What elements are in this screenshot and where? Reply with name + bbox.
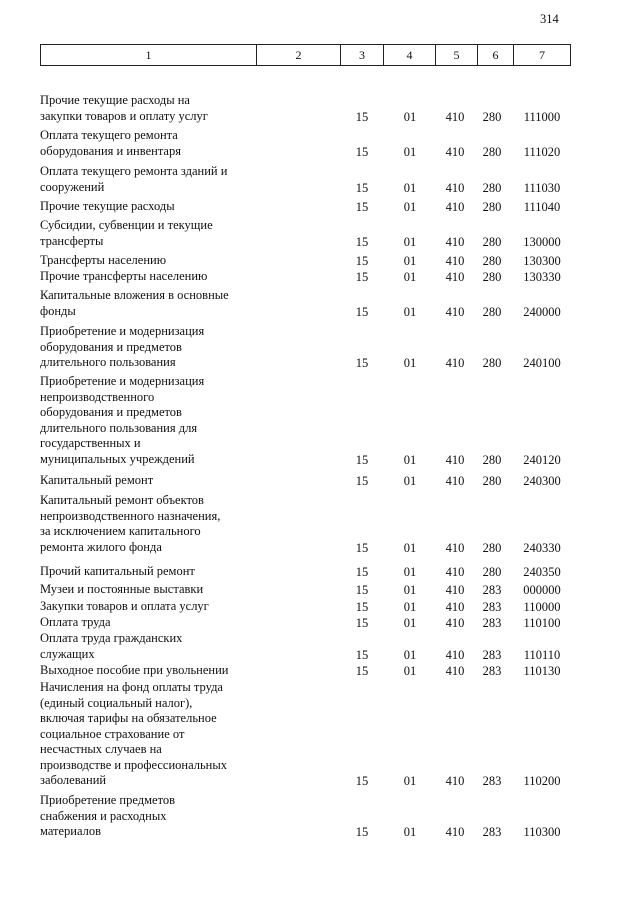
column-header-6: 6 — [478, 45, 514, 66]
row-code-col-5: 410 — [445, 144, 465, 159]
row-code-col-7: 240000 — [523, 304, 561, 319]
row-code-col-6: 283 — [482, 825, 502, 839]
row-code-col-7: 111020 — [523, 144, 561, 159]
row-code-col-5: 410 — [445, 270, 465, 284]
row-code-col-7: 240100 — [523, 356, 561, 370]
row-code-col-5: 410 — [445, 109, 465, 124]
row-code-col-5: 410 — [445, 254, 465, 268]
row-code-col-5: 410 — [445, 540, 465, 555]
row-code-col-4: 01 — [403, 664, 417, 678]
column-header-3: 3 — [341, 45, 384, 66]
row-description: Капитальный ремонт — [40, 473, 154, 487]
row-description: Капитальные вложения в основные фонды — [40, 288, 229, 318]
row-code-col-6: 280 — [482, 565, 502, 579]
row-code-col-6: 280 — [482, 356, 502, 370]
row-code-col-5: 410 — [445, 474, 465, 488]
column-header-1: 1 — [41, 45, 257, 66]
row-code-col-6: 283 — [482, 583, 502, 597]
row-code-col-6: 280 — [482, 304, 502, 319]
row-code-col-4: 01 — [403, 109, 417, 124]
row-code-col-5: 410 — [445, 234, 465, 249]
row-code-col-3: 15 — [355, 616, 369, 630]
row-code-col-7: 111030 — [523, 180, 561, 195]
column-header-4: 4 — [384, 45, 436, 66]
row-code-col-7: 110110 — [523, 647, 561, 662]
row-code-col-6: 280 — [482, 540, 502, 555]
row-code-col-6: 283 — [482, 647, 502, 662]
row-code-col-5: 410 — [445, 565, 465, 579]
row-description: Субсидии, субвенции и текущие трансферты — [40, 218, 213, 248]
row-description: Оплата текущего ремонта оборудования и инвентаря — [40, 128, 181, 158]
row-code-col-7: 240330 — [523, 540, 561, 555]
row-description: Оплата труда — [40, 615, 111, 629]
row-description: Капитальный ремонт объектов непроизводственного назначения, за исключением капитального ремонта жилого фонда — [40, 493, 221, 554]
row-code-col-3: 15 — [355, 664, 369, 678]
row-code-col-3: 15 — [355, 540, 369, 555]
row-code-col-4: 01 — [403, 583, 417, 597]
row-code-col-7: 110130 — [523, 664, 561, 678]
row-description: Выходное пособие при увольнении — [40, 663, 229, 677]
row-description: Прочий капитальный ремонт — [40, 564, 195, 578]
row-code-col-7: 240300 — [523, 474, 561, 488]
row-code-col-5: 410 — [445, 304, 465, 319]
row-code-col-5: 410 — [445, 616, 465, 630]
row-code-col-3: 15 — [355, 774, 369, 788]
row-code-col-4: 01 — [403, 234, 417, 249]
row-code-col-3: 15 — [355, 200, 369, 214]
row-code-col-5: 410 — [445, 664, 465, 678]
row-code-col-7: 240120 — [523, 452, 561, 467]
row-code-col-5: 410 — [445, 583, 465, 597]
row-code-col-7: 130000 — [523, 234, 561, 249]
row-code-col-3: 15 — [355, 304, 369, 319]
row-code-col-4: 01 — [403, 356, 417, 370]
row-code-col-3: 15 — [355, 474, 369, 488]
row-code-col-3: 15 — [355, 452, 369, 467]
row-code-col-4: 01 — [403, 144, 417, 159]
row-code-col-5: 410 — [445, 180, 465, 195]
row-code-col-3: 15 — [355, 600, 369, 614]
row-code-col-6: 280 — [482, 180, 502, 195]
row-code-col-6: 280 — [482, 474, 502, 488]
row-code-col-4: 01 — [403, 774, 417, 788]
row-code-col-5: 410 — [445, 825, 465, 839]
row-code-col-4: 01 — [403, 616, 417, 630]
row-description: Приобретение предметов снабжения и расходных материалов — [40, 793, 176, 838]
row-code-col-3: 15 — [355, 583, 369, 597]
row-code-col-7: 110100 — [523, 616, 561, 630]
row-code-col-6: 283 — [482, 774, 502, 788]
row-code-col-7: 110200 — [523, 774, 561, 788]
row-code-col-6: 280 — [482, 200, 502, 214]
row-code-col-3: 15 — [355, 254, 369, 268]
row-description: Приобретение и модернизация непроизводственного оборудования и предметов длительного пользования для государственных и муниципальных учреждений — [40, 374, 205, 466]
row-code-col-4: 01 — [403, 540, 417, 555]
row-description: Приобретение и модернизация оборудования и предметов длительного пользования — [40, 324, 205, 369]
row-code-col-7: 130330 — [523, 270, 561, 284]
row-description: Трансферты населению — [40, 253, 167, 267]
row-code-col-3: 15 — [355, 180, 369, 195]
column-header-5: 5 — [436, 45, 478, 66]
row-description: Прочие трансферты населению — [40, 269, 208, 283]
row-code-col-4: 01 — [403, 304, 417, 319]
row-code-col-3: 15 — [355, 565, 369, 579]
row-code-col-4: 01 — [403, 200, 417, 214]
row-code-col-6: 280 — [482, 270, 502, 284]
row-code-col-7: 111040 — [523, 200, 561, 214]
row-code-col-6: 280 — [482, 109, 502, 124]
row-code-col-5: 410 — [445, 200, 465, 214]
row-description: Оплата текущего ремонта зданий и сооружений — [40, 164, 228, 194]
row-code-col-4: 01 — [403, 452, 417, 467]
row-description: Прочие текущие расходы — [40, 199, 175, 213]
row-code-col-4: 01 — [403, 474, 417, 488]
row-code-col-3: 15 — [355, 270, 369, 284]
row-code-col-4: 01 — [403, 254, 417, 268]
row-code-col-6: 280 — [482, 144, 502, 159]
row-code-col-6: 280 — [482, 234, 502, 249]
row-code-col-3: 15 — [355, 647, 369, 662]
row-code-col-7: 130300 — [523, 254, 561, 268]
column-header-7: 7 — [514, 45, 571, 66]
column-header-2: 2 — [257, 45, 341, 66]
row-description: Оплата труда гражданских служащих — [40, 631, 183, 661]
row-code-col-4: 01 — [403, 600, 417, 614]
row-code-col-5: 410 — [445, 774, 465, 788]
row-code-col-6: 283 — [482, 600, 502, 614]
row-code-col-6: 283 — [482, 664, 502, 678]
row-code-col-4: 01 — [403, 825, 417, 839]
page-number: 314 — [540, 12, 559, 26]
row-code-col-3: 15 — [355, 109, 369, 124]
row-code-col-6: 283 — [482, 616, 502, 630]
row-code-col-3: 15 — [355, 234, 369, 249]
row-code-col-4: 01 — [403, 647, 417, 662]
row-code-col-7: 000000 — [523, 583, 561, 597]
row-code-col-3: 15 — [355, 144, 369, 159]
row-code-col-5: 410 — [445, 647, 465, 662]
row-code-col-7: 111000 — [523, 109, 561, 124]
row-description: Начисления на фонд оплаты труда (единый социальный налог), включая тарифы на обязательное социальное страхование от несчастных случаев на производстве и профессиональных заболеваний — [40, 680, 228, 787]
row-code-col-5: 410 — [445, 452, 465, 467]
row-code-col-3: 15 — [355, 825, 369, 839]
row-code-col-4: 01 — [403, 180, 417, 195]
row-code-col-6: 280 — [482, 452, 502, 467]
row-code-col-4: 01 — [403, 270, 417, 284]
row-code-col-7: 110000 — [523, 600, 561, 614]
row-code-col-7: 110300 — [523, 825, 561, 839]
row-code-col-6: 280 — [482, 254, 502, 268]
row-description: Закупки товаров и оплата услуг — [40, 599, 209, 613]
row-description: Музеи и постоянные выставки — [40, 582, 204, 596]
row-description: Прочие текущие расходы на закупки товаров и оплату услуг — [40, 93, 208, 123]
row-code-col-7: 240350 — [523, 565, 561, 579]
row-code-col-3: 15 — [355, 356, 369, 370]
row-code-col-5: 410 — [445, 600, 465, 614]
row-code-col-5: 410 — [445, 356, 465, 370]
row-code-col-4: 01 — [403, 565, 417, 579]
